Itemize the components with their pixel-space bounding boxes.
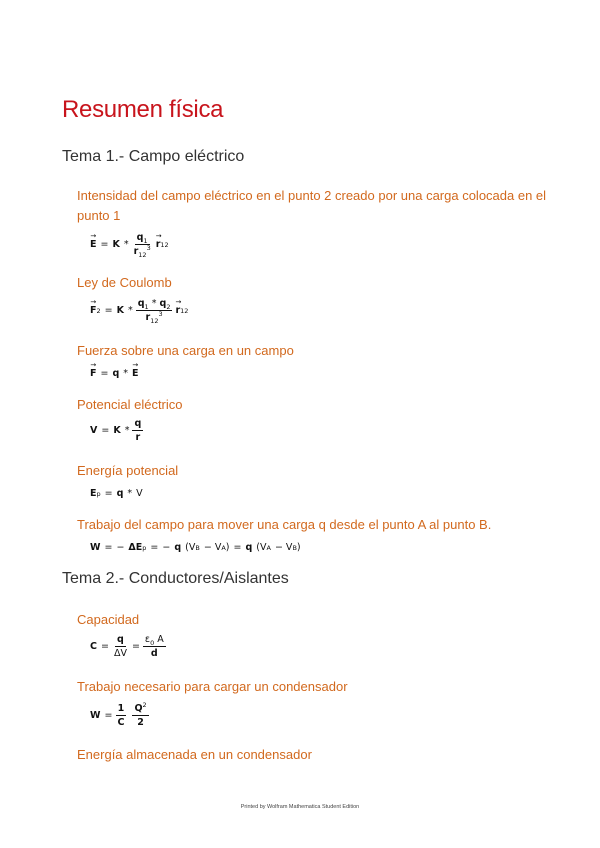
formula-symbol: d: [150, 648, 158, 659]
item-label-energia-almacenada: Energía almacenada en un condensador: [77, 747, 312, 762]
formula-symbol: ): [296, 542, 301, 553]
formula-symbol: =: [100, 641, 109, 652]
formula-symbol: *: [127, 488, 133, 499]
formula-symbol: ΔE: [128, 542, 143, 553]
formula-energia-potencial: E p = q * V: [90, 488, 143, 499]
formula-symbol: q: [159, 298, 167, 309]
formula-symbol: =: [104, 710, 113, 721]
formula-symbol: 1: [143, 236, 148, 245]
formula-symbol: ε: [144, 634, 151, 645]
formula-symbol: =: [101, 425, 110, 436]
formula-symbol: r: [145, 312, 151, 323]
formula-symbol: 1: [117, 703, 125, 714]
formula-symbol: q: [116, 488, 124, 499]
formula-symbol: → F: [90, 368, 97, 379]
formula-symbol: − V: [203, 542, 222, 553]
item-label-fuerza: Fuerza sobre una carga en un campo: [77, 343, 294, 358]
formula-symbol: C: [117, 717, 125, 728]
formula-capacidad: [90, 634, 169, 659]
formula-symbol: q: [117, 634, 124, 645]
formula-symbol: 1: [144, 302, 149, 311]
formula-symbol: =: [104, 542, 113, 553]
formula-symbol: → r: [175, 305, 180, 316]
formula-symbol: 3: [146, 243, 151, 252]
item-label-ley-coulomb: Ley de Coulomb: [77, 275, 172, 290]
formula-symbol: q: [174, 542, 182, 553]
formula-symbol: Q: [134, 703, 143, 714]
formula-symbol: C: [90, 641, 97, 652]
formula-symbol: (V: [185, 542, 196, 553]
formula-fraction: [132, 700, 148, 728]
formula-campo-electrico: → E = K * $\frac{q_1}{r_{12}^3}$ → r 12: [90, 232, 169, 257]
formula-symbol: q: [134, 418, 142, 429]
formula-symbol: =: [233, 542, 242, 553]
item-label-trabajo-condensador: Trabajo necesario para cargar un condensador: [77, 679, 348, 694]
formula-symbol: W: [90, 542, 101, 553]
formula-symbol: ): [225, 542, 230, 553]
formula-symbol: V: [136, 488, 143, 499]
document-title: Resumen física: [62, 96, 224, 123]
page-footer: Printed by Wolfram Mathematica Student Edition: [240, 804, 360, 810]
formula-symbol: E: [90, 488, 97, 499]
formula-fraction: [112, 634, 129, 659]
formula-symbol: 2: [166, 302, 171, 311]
formula-symbol: 2: [137, 717, 144, 728]
formula-symbol: =: [150, 542, 159, 553]
formula-symbol: → E: [132, 368, 139, 379]
formula-symbol: r: [133, 246, 139, 257]
formula-symbol: 12: [138, 250, 147, 259]
formula-symbol: =: [131, 641, 140, 652]
formula-symbol: (V: [256, 542, 267, 553]
formula-trabajo-campo: W = − ΔE p = − q (V B − V A ) = q (V A − V B ): [90, 542, 301, 553]
formula-symbol: K: [116, 305, 124, 316]
formula-fuerza: [90, 368, 139, 379]
formula-symbol: *: [123, 368, 129, 379]
formula-symbol: 2: [142, 700, 147, 709]
formula-symbol: q: [136, 232, 144, 243]
formula-symbol: =: [104, 305, 113, 316]
formula-potencial: [90, 418, 146, 443]
formula-symbol: 0: [150, 638, 155, 647]
formula-fraction: [132, 232, 153, 257]
formula-symbol: K: [112, 239, 120, 250]
item-label-trabajo-campo: Trabajo del campo para mover una carga q desde el punto A al punto B.: [77, 517, 492, 532]
formula-symbol: *: [124, 425, 130, 436]
item-label-energia-potencial: Energía potencial: [77, 463, 179, 478]
section-heading-2: Tema 2.- Conductores/Aislantes: [62, 570, 289, 587]
formula-symbol: q: [245, 542, 253, 553]
formula-symbol: *: [127, 305, 133, 316]
formula-fraction: [132, 418, 143, 443]
formula-fraction: [136, 298, 173, 323]
formula-symbol: 12: [150, 316, 159, 325]
formula-symbol: V: [90, 425, 98, 436]
formula-symbol: q: [137, 298, 145, 309]
formula-symbol: K: [113, 425, 121, 436]
formula-symbol: =: [100, 368, 109, 379]
formula-symbol: → E: [90, 239, 97, 250]
formula-trabajo-condensador: [90, 700, 152, 728]
formula-fraction: [115, 703, 126, 728]
formula-symbol: A: [157, 634, 164, 645]
formula-symbol: q: [112, 368, 120, 379]
item-label-capacidad: Capacidad: [77, 612, 140, 627]
section-heading-1: Tema 1.- Campo eléctrico: [62, 148, 245, 165]
formula-symbol: → r: [156, 239, 161, 250]
formula-symbol: → F: [90, 305, 97, 316]
formula-symbol: *: [123, 239, 129, 250]
formula-fraction: [143, 634, 166, 659]
formula-symbol: r: [135, 432, 141, 443]
formula-symbol: −: [162, 542, 171, 553]
formula-symbol: −: [116, 542, 125, 553]
item-label-potencial: Potencial eléctrico: [77, 397, 183, 412]
formula-symbol: ΔV: [113, 648, 127, 659]
formula-symbol: − V: [274, 542, 293, 553]
item-label-campo-electrico: Intensidad del campo eléctrico en el punto 2 creado por una carga colocada en el punto 1: [77, 188, 547, 223]
formula-symbol: *: [151, 298, 157, 309]
formula-symbol: 3: [158, 309, 163, 318]
formula-symbol: W: [90, 710, 101, 721]
formula-ley-coulomb: → F 2 = K * $\frac{q_1 * q_2}{r_{12}^3}$ → r 12: [90, 298, 188, 323]
formula-symbol: =: [100, 239, 109, 250]
formula-symbol: =: [104, 488, 113, 499]
